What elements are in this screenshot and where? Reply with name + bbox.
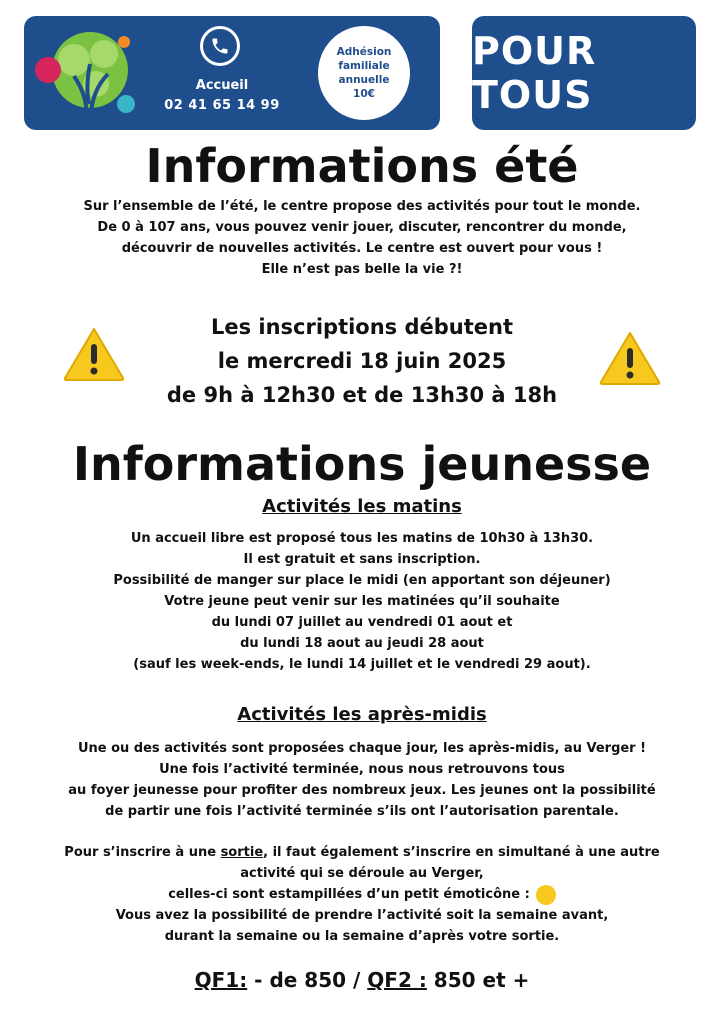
adhesion-badge xyxy=(318,26,410,120)
sortie-line: Vous avez la possibilité de prendre l’activité soit la semaine avant, xyxy=(115,908,609,923)
ete-title: Informations été xyxy=(145,139,579,193)
sortie-underlined: sortie xyxy=(220,845,264,860)
apres-midis-paragraph xyxy=(0,738,724,822)
sortie-text: Pour s’inscrire à une xyxy=(64,845,221,860)
adhesion-line: Adhésion xyxy=(336,46,392,58)
qf2-label: QF2 : xyxy=(367,968,427,992)
sortie-text: , il faut également s’inscrire en simultané à une autre xyxy=(263,845,660,860)
phone-icon xyxy=(200,26,240,66)
adhesion-line: familiale xyxy=(338,60,390,72)
matins-line: du lundi 07 juillet au vendredi 01 aout et xyxy=(211,615,513,630)
ete-line: De 0 à 107 ans, vous pouvez venir jouer, discuter, rencontrer du monde, xyxy=(97,220,627,235)
matins-heading: Activités les matins xyxy=(262,496,462,517)
yellow-dot-emoticon-icon xyxy=(536,885,556,905)
sortie-line: activité qui se déroule au Verger, xyxy=(240,866,484,881)
phone-number: 02 41 65 14 99 xyxy=(164,98,280,113)
sortie-line xyxy=(0,842,724,863)
header-banner xyxy=(24,16,440,130)
pour-tous-banner xyxy=(472,16,696,130)
ete-line: découvrir de nouvelles activités. Le centre est ouvert pour vous ! xyxy=(121,241,603,256)
matins-paragraph xyxy=(0,528,724,675)
pour-tous-label: POUR TOUS xyxy=(472,29,597,117)
jeunesse-title: Informations jeunesse xyxy=(72,437,652,491)
qf-line xyxy=(0,968,724,992)
adhesion-line: annuelle xyxy=(338,74,390,86)
sortie-line xyxy=(0,884,724,905)
accueil-label: Accueil xyxy=(195,78,249,93)
apres-midis-line: Une fois l’activité terminée, nous nous retrouvons tous xyxy=(159,762,565,777)
sortie-text: celles-ci sont estampillées d’un petit émoticône : xyxy=(168,887,530,902)
ete-paragraph xyxy=(0,196,724,280)
matins-line: Votre jeune peut venir sur les matinées qu’il souhaite xyxy=(164,594,560,609)
matins-line: Il est gratuit et sans inscription. xyxy=(243,552,481,567)
adhesion-price: 10€ xyxy=(353,88,375,100)
sortie-line: durant la semaine ou la semaine d’après votre sortie. xyxy=(164,929,560,944)
sortie-paragraph xyxy=(0,842,724,947)
matins-line: Un accueil libre est proposé tous les matins de 10h30 à 13h30. xyxy=(130,531,594,546)
matins-line: Possibilité de manger sur place le midi (en apportant son déjeuner) xyxy=(113,573,611,588)
apres-midis-heading: Activités les après-midis xyxy=(237,704,487,725)
qf2-value: 850 et + xyxy=(426,968,530,992)
qf1-label: QF1: xyxy=(194,968,248,992)
centre-logo-icon xyxy=(34,24,138,124)
apres-midis-line: de partir une fois l’activité terminée s’ils ont l’autorisation parentale. xyxy=(105,804,619,819)
apres-midis-line: au foyer jeunesse pour profiter des nombreux jeux. Les jeunes ont la possibilité xyxy=(68,783,656,798)
ete-line: Sur l’ensemble de l’été, le centre propose des activités pour tout le monde. xyxy=(83,199,641,214)
apres-midis-line: Une ou des activités sont proposées chaque jour, les après-midis, au Verger ! xyxy=(77,741,647,756)
inscriptions-line: le mercredi 18 juin 2025 xyxy=(217,349,507,373)
qf1-value: - de 850 / xyxy=(247,968,368,992)
inscriptions-block xyxy=(0,310,724,412)
inscriptions-line: de 9h à 12h30 et de 13h30 à 18h xyxy=(166,383,558,407)
inscriptions-line: Les inscriptions débutent xyxy=(210,315,514,339)
matins-line: du lundi 18 aout au jeudi 28 aout xyxy=(240,636,484,651)
matins-line: (sauf les week-ends, le lundi 14 juillet et le vendredi 29 aout). xyxy=(133,657,591,672)
ete-line: Elle n’est pas belle la vie ?! xyxy=(261,262,463,277)
